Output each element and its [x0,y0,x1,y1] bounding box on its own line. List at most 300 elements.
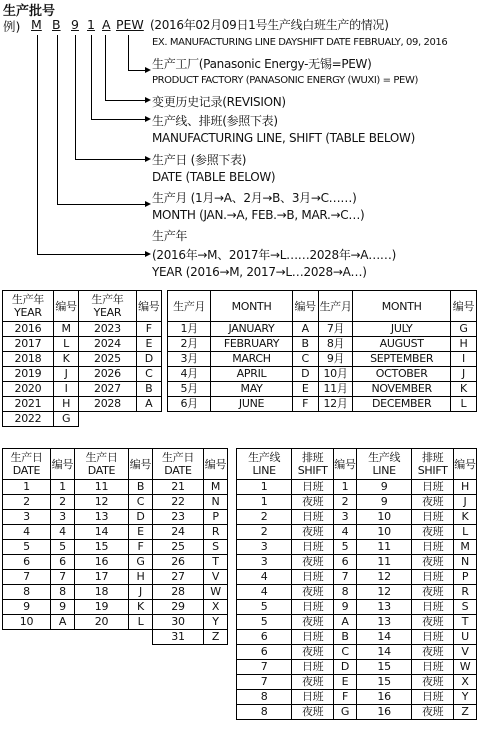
table-cell [51,630,75,645]
line-connector-h [91,119,147,120]
table-cell: 夜班 [412,525,454,540]
table-row [168,322,477,337]
table-cell: E [292,382,318,397]
table-cell: 12 [75,495,129,510]
table-cell: 15 [356,660,411,675]
table-cell: A [136,397,161,412]
year-cn-mapping: (2016年→M、2017年→L……2028年→A……) [152,248,396,262]
table-row [3,397,162,412]
arrow-icon [145,251,151,257]
table-cell: G [129,555,153,570]
table-cell: 17 [75,570,129,585]
table-cell [3,630,51,645]
table-row [237,660,477,675]
arrow-icon [145,67,151,73]
table-cell: H [454,480,477,495]
table-cell: SEPTEMBER [353,352,451,367]
header-year: 生产年 YEAR [3,291,54,322]
table-row [237,510,477,525]
table-row [168,397,477,412]
header-code: 编号 [204,449,228,480]
table-row [3,555,228,570]
table-cell: 夜班 [292,525,334,540]
table-cell: 9 [334,600,357,615]
header-month: MONTH [353,291,451,322]
table-cell: 9 [356,495,411,510]
header-code: 编号 [129,449,153,480]
table-cell: 2018 [3,352,54,367]
table-cell: 夜班 [412,555,454,570]
table-cell: 5 [237,600,292,615]
table-cell: 6 [237,630,292,645]
table-cell: 1 [334,480,357,495]
table-cell: 4 [51,525,75,540]
table-cell: 20 [75,615,129,630]
month-en: MONTH (JAN.→A, FEB.→B, MAR.→C…) [152,208,365,222]
table-cell: 12月 [318,397,353,412]
table-cell: Z [454,705,477,720]
table-cell: 9月 [318,352,353,367]
table-row [3,412,162,427]
table-cell: 5 [3,540,51,555]
table-cell: 1 [237,495,292,510]
table-cell: N [204,495,228,510]
table-row [3,495,228,510]
table-cell: 日班 [412,600,454,615]
table-cell: 2028 [79,397,136,412]
table-cell: Y [454,690,477,705]
table-cell: I [450,352,476,367]
table-cell: 2022 [3,412,54,427]
table-cell: 夜班 [412,615,454,630]
table-cell: 29 [153,600,204,615]
header-line: 生产线 LINE [237,449,292,480]
table-row [168,337,477,352]
table-cell [75,630,129,645]
table-cell: D [334,660,357,675]
table-cell: L [454,525,477,540]
table-cell: 3 [3,510,51,525]
table-cell: 10 [356,510,411,525]
table-cell [79,412,136,427]
header-code: 编号 [53,291,78,322]
table-cell: B [334,630,357,645]
table-cell: 15 [75,540,129,555]
table-cell: 日班 [412,690,454,705]
table-cell: 30 [153,615,204,630]
table-cell: 2020 [3,382,54,397]
code-factory: PEW [116,17,144,32]
table-cell: 10 [356,525,411,540]
example-description: (2016年02月09日1号生产线白班生产的情况) [150,18,389,32]
table-cell: MAY [211,382,292,397]
table-cell: 夜班 [412,495,454,510]
table-cell: 1 [51,480,75,495]
table-cell: 夜班 [292,675,334,690]
date-connector-h [75,159,147,160]
factory-cn: 生产工厂(Panasonic Energy-无锡=PEW) [152,57,372,71]
table-cell: 日班 [292,600,334,615]
table-cell: R [454,585,477,600]
table-cell: 日班 [412,570,454,585]
header-code: 编号 [136,291,161,322]
table-cell: Z [204,630,228,645]
table-cell: B [292,337,318,352]
table-cell: 夜班 [292,585,334,600]
header-code: 编号 [334,449,357,480]
table-cell: E [136,337,161,352]
table-row [3,510,228,525]
code-month: B [52,17,61,32]
table-row [168,367,477,382]
arrow-icon [145,116,151,122]
arrow-icon [145,156,151,162]
table-cell: 26 [153,555,204,570]
table-cell [136,412,161,427]
table-cell: 日班 [412,510,454,525]
table-row [237,690,477,705]
table-cell: 1月 [168,322,211,337]
table-cell: 2016 [3,322,54,337]
table-cell: A [292,322,318,337]
table-cell: JANUARY [211,322,292,337]
table-cell: R [204,525,228,540]
table-cell: 日班 [412,630,454,645]
table-cell: 9 [3,600,51,615]
table-row [237,645,477,660]
table-cell: D [136,352,161,367]
table-cell: K [450,382,476,397]
table-cell: T [454,615,477,630]
table-cell: 8 [334,585,357,600]
table-cell: C [129,495,153,510]
table-cell: Y [204,615,228,630]
month-cn: 生产月 (1月→A、2月→B、3月→C……) [152,191,357,205]
table-cell: 3 [334,510,357,525]
table-cell: 7月 [318,322,353,337]
table-cell: 5 [51,540,75,555]
table-cell: P [454,570,477,585]
factory-connector [128,35,129,71]
table-cell: 6 [237,645,292,660]
revision-connector-h [105,100,147,101]
table-row [3,570,228,585]
table-cell: 夜班 [412,705,454,720]
table-cell: K [454,510,477,525]
table-cell: 11 [356,540,411,555]
table-cell: 8 [51,585,75,600]
table-cell: 7 [334,570,357,585]
table-cell: 1 [3,480,51,495]
table-cell: F [292,397,318,412]
table-row [3,352,162,367]
table-cell: L [129,615,153,630]
table-cell: 14 [75,525,129,540]
table-cell: G [53,412,78,427]
table-cell: T [204,555,228,570]
table-cell: 2月 [168,337,211,352]
table-cell: 12 [356,570,411,585]
table-cell: 15 [356,675,411,690]
line-shift-table [236,448,477,720]
table-cell: 2024 [79,337,136,352]
table-cell: 13 [356,600,411,615]
table-cell: 14 [356,645,411,660]
table-row [3,540,228,555]
header-month-cn: 生产月 [318,291,353,322]
table-cell: 6月 [168,397,211,412]
table-cell: D [129,510,153,525]
table-cell: 4 [3,525,51,540]
table-cell: E [129,525,153,540]
table-cell: B [129,480,153,495]
table-cell: FEBRUARY [211,337,292,352]
table-cell: K [129,600,153,615]
table-cell: MARCH [211,352,292,367]
table-cell: 2021 [3,397,54,412]
header-code: 编号 [450,291,476,322]
table-row [237,495,477,510]
table-cell: F [129,540,153,555]
table-row [3,322,162,337]
header-date: 生产日 DATE [153,449,204,480]
table-cell: 日班 [292,660,334,675]
table-cell: 3月 [168,352,211,367]
table-cell: 11月 [318,382,353,397]
table-cell: 13 [356,615,411,630]
table-cell: 夜班 [412,645,454,660]
table-cell: 5 [237,615,292,630]
table-cell: 夜班 [412,675,454,690]
table-cell: 3 [51,510,75,525]
table-row [3,525,228,540]
table-cell: 27 [153,570,204,585]
table-cell: V [454,645,477,660]
table-row [3,585,228,600]
table-cell: 8月 [318,337,353,352]
table-cell: W [204,585,228,600]
date-en: DATE (TABLE BELOW) [152,170,276,184]
table-cell: G [450,322,476,337]
table-row [3,367,162,382]
table-cell: L [53,337,78,352]
table-row [3,630,228,645]
table-cell: DECEMBER [353,397,451,412]
table-cell: M [53,322,78,337]
table-row [3,337,162,352]
table-cell: 6 [334,555,357,570]
table-row [237,600,477,615]
table-cell: F [334,690,357,705]
table-cell: 16 [356,705,411,720]
date-connector [75,35,76,160]
table-cell: 2026 [79,367,136,382]
line-cn: 生产线、排班(参照下表) [152,114,278,128]
month-connector-h [57,204,147,205]
code-revision: A [102,17,111,32]
table-cell: 11 [356,555,411,570]
table-cell: C [136,367,161,382]
table-cell: 7 [3,570,51,585]
table-cell: 日班 [292,630,334,645]
table-cell: 4 [237,585,292,600]
table-cell: D [292,367,318,382]
table-cell: 9 [356,480,411,495]
table-row [3,480,228,495]
table-row [237,540,477,555]
table-cell: I [53,382,78,397]
code-line-shift: 1 [87,17,95,32]
table-cell: JUNE [211,397,292,412]
table-cell: W [454,660,477,675]
table-cell: 夜班 [412,585,454,600]
line-connector [91,35,92,120]
table-cell: H [129,570,153,585]
table-cell: 16 [75,555,129,570]
table-cell: G [334,705,357,720]
table-cell: M [204,480,228,495]
code-date: 9 [71,17,79,32]
table-cell: 14 [356,630,411,645]
table-cell: 2 [334,495,357,510]
table-cell: 夜班 [292,645,334,660]
table-row [3,600,228,615]
table-cell: 24 [153,525,204,540]
table-cell: 25 [153,540,204,555]
table-cell: 4月 [168,367,211,382]
table-cell: A [51,615,75,630]
table-cell: 7 [51,570,75,585]
table-cell: 2017 [3,337,54,352]
table-cell [129,630,153,645]
table-row [237,630,477,645]
header-line: 生产线 LINE [356,449,411,480]
table-cell: 8 [237,705,292,720]
table-cell: 13 [75,510,129,525]
table-cell: 10月 [318,367,353,382]
year-en: YEAR (2016→M, 2017→L…2028→A…) [152,265,367,279]
line-en: MANUFACTURING LINE, SHIFT (TABLE BELOW) [152,131,415,145]
table-cell: 夜班 [292,495,334,510]
year-table [2,290,162,427]
table-row [237,675,477,690]
table-cell: 23 [153,510,204,525]
table-cell: M [454,540,477,555]
revision-label: 变更历史记录(REVISION) [152,95,286,109]
table-row [3,615,228,630]
table-cell: 4 [237,570,292,585]
table-cell: E [334,675,357,690]
table-cell: B [136,382,161,397]
table-cell: 5 [334,540,357,555]
date-cn: 生产日 (参照下表) [152,153,247,167]
table-cell: 日班 [292,540,334,555]
table-cell: C [334,645,357,660]
header-shift: 排班 SHIFT [412,449,454,480]
page-title: 生产批号 [3,4,56,19]
table-cell: AUGUST [353,337,451,352]
table-cell: 2023 [79,322,136,337]
month-table [167,290,477,412]
table-cell: 12 [356,585,411,600]
example-description-en: EX. MANUFACTURING LINE DAYSHIFT DATE FEBRUALY, 09, 2016 [152,37,448,48]
table-cell: 18 [75,585,129,600]
table-cell: 9 [51,600,75,615]
table-cell: 日班 [292,480,334,495]
table-row [237,570,477,585]
table-cell: 1 [237,480,292,495]
table-cell: 19 [75,600,129,615]
table-cell: 日班 [412,540,454,555]
header-date: 生产日 DATE [75,449,129,480]
table-cell: NOVEMBER [353,382,451,397]
table-cell: X [204,600,228,615]
table-cell: 夜班 [292,555,334,570]
table-cell: 16 [356,690,411,705]
table-cell: 7 [237,675,292,690]
table-cell: 8 [3,585,51,600]
table-cell: JULY [353,322,451,337]
table-cell: 6 [3,555,51,570]
table-cell: S [454,600,477,615]
table-cell: A [334,615,357,630]
table-cell: U [454,630,477,645]
code-year: M [31,17,42,32]
table-cell: 8 [237,690,292,705]
table-row [168,382,477,397]
table-row [237,585,477,600]
table-cell: 日班 [412,480,454,495]
example-label: 例) [3,19,21,34]
table-cell: K [53,352,78,367]
table-cell: V [204,570,228,585]
arrow-icon [145,201,151,207]
table-cell: J [450,367,476,382]
year-connector [37,35,38,255]
table-row [237,480,477,495]
header-code: 编号 [454,449,477,480]
table-cell: 3 [237,540,292,555]
table-cell: H [450,337,476,352]
header-code: 编号 [51,449,75,480]
table-cell: 5月 [168,382,211,397]
header-shift: 排班 SHIFT [292,449,334,480]
table-cell: L [450,397,476,412]
month-connector [57,35,58,205]
table-row [237,615,477,630]
revision-connector [105,35,106,101]
header-date: 生产日 DATE [3,449,51,480]
table-cell: 2019 [3,367,54,382]
table-cell: 2025 [79,352,136,367]
table-cell: J [454,495,477,510]
header-month-cn: 生产月 [168,291,211,322]
table-cell: 日班 [412,660,454,675]
table-cell: 夜班 [292,615,334,630]
table-cell: C [292,352,318,367]
table-cell: 2 [3,495,51,510]
table-cell: F [136,322,161,337]
table-row [237,555,477,570]
table-cell: 日班 [292,690,334,705]
factory-en: PRODUCT FACTORY (PANASONIC ENERGY (WUXI) = PEW) [152,75,418,86]
year-cn: 生产年 [152,229,188,243]
table-cell: OCTOBER [353,367,451,382]
table-cell: 10 [3,615,51,630]
table-cell: 3 [237,555,292,570]
table-cell: 4 [334,525,357,540]
table-cell: 6 [51,555,75,570]
